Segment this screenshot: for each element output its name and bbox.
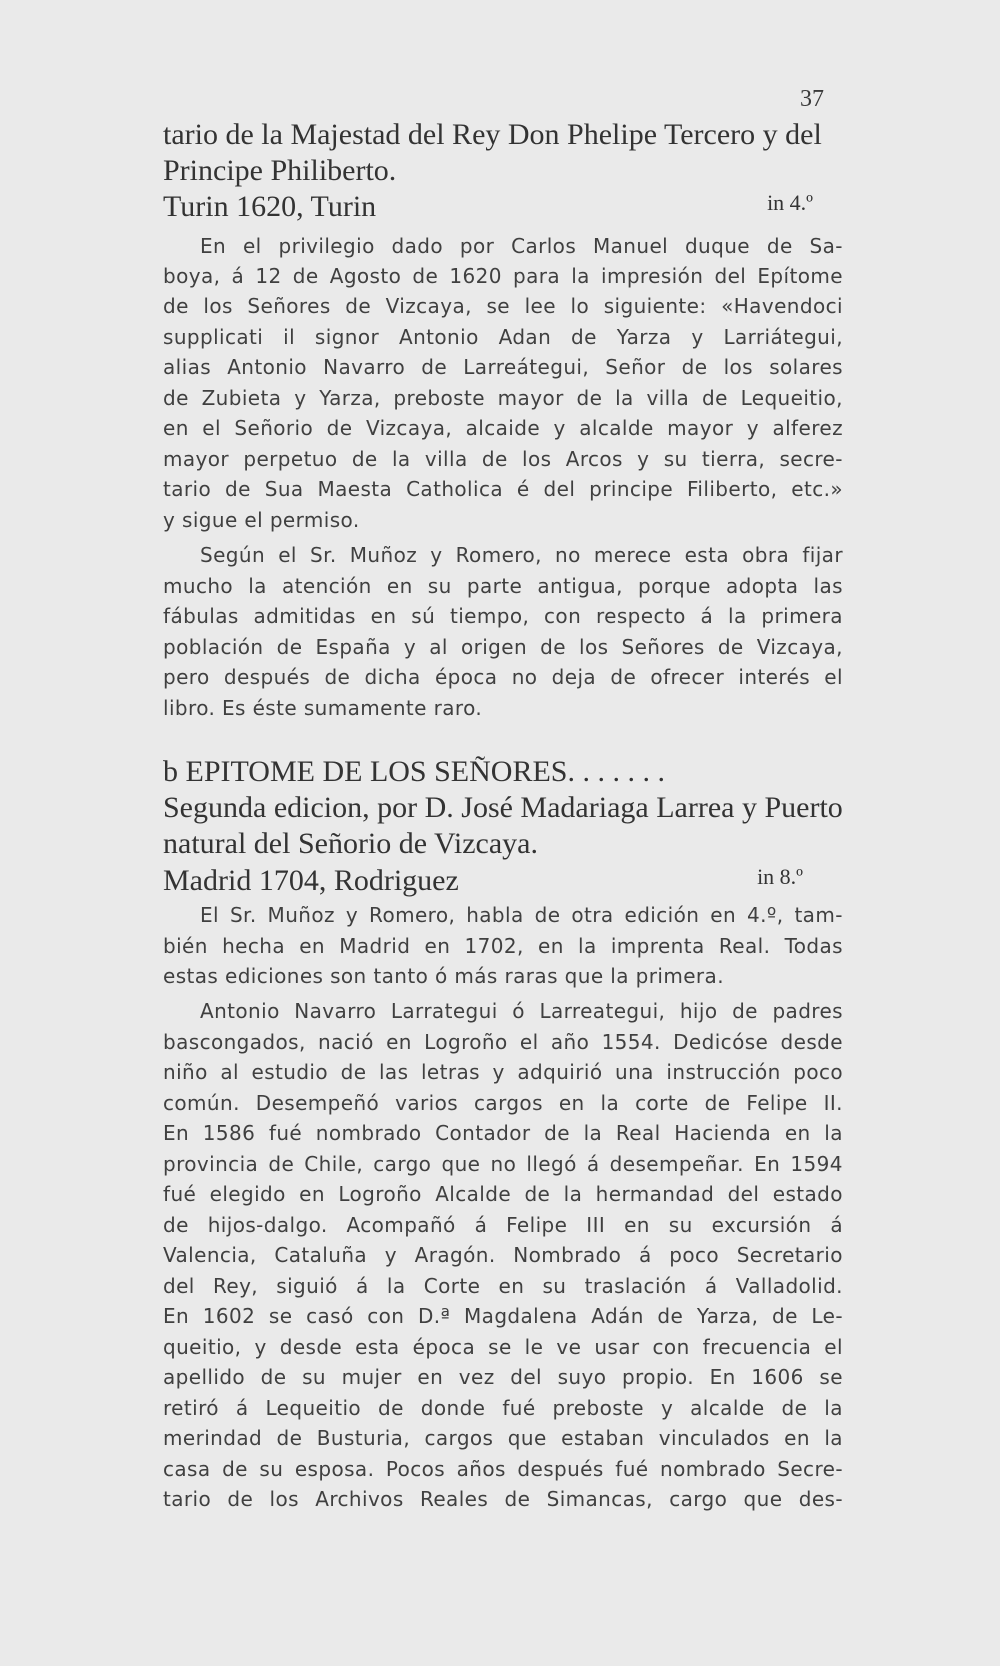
text-line: Según el Sr. Muñoz y Romero, no merece esta obra fijar (200, 543, 843, 567)
imprint: Madrid 1704, Rodriguez (163, 864, 459, 897)
text-line: fábulas admitidas en sú tiempo, con respecto á la primera (163, 604, 843, 628)
text-line: retiró á Lequeitio de donde fué preboste y alcalde de la (163, 1396, 843, 1420)
text-line: población de España y al origen de los Señores de Vizcaya, (163, 635, 843, 659)
text-line: mucho la atención en su parte antigua, porque adopta las (163, 574, 843, 598)
text-line: bascongados, nació en Logroño el año 1554. Dedicóse desde (163, 1030, 843, 1054)
text-line: mayor perpetuo de la villa de los Arcos y su tierra, secre- (163, 447, 843, 471)
text-line: fué elegido en Logroño Alcalde de la hermandad del estado (163, 1182, 843, 1206)
text-line: provincia de Chile, cargo que no llegó á desempeñar. En 1594 (163, 1152, 843, 1176)
text-line: tario de Sua Maesta Catholica é del principe Filiberto, etc.» (163, 477, 843, 501)
title-line: tario de la Majestad del Rey Don Phelipe Tercero y del (163, 118, 822, 151)
text-line: En 1602 se casó con D.ª Magdalena Adán de Yarza, de Le- (163, 1304, 843, 1328)
title-line: Segunda edicion, por D. José Madariaga Larrea y Puerto (163, 791, 843, 824)
text-line: supplicati il signor Antonio Adan de Yarza y Larriátegui, (163, 325, 843, 349)
text-line: merindad de Busturia, cargos que estaban vinculados en la (163, 1426, 843, 1450)
title-line: Principe Philiberto. (163, 154, 397, 187)
text-line: de los Señores de Vizcaya, se lee lo siguiente: «Havendoci (163, 294, 843, 318)
imprint-line (163, 864, 843, 898)
text-line: queitio, y desde esta época se le ve usar con frecuencia el (163, 1335, 843, 1359)
text-line: En el privilegio dado por Carlos Manuel duque de Sa- (200, 234, 843, 258)
text-line: Valencia, Cataluña y Aragón. Nombrado á poco Secretario (163, 1243, 843, 1267)
imprint: Turin 1620, Turin (163, 190, 377, 223)
text-line: Antonio Navarro Larrategui ó Larreategui, hijo de padres (200, 999, 843, 1023)
page-number: 37 (800, 86, 824, 112)
text-line: niño al estudio de las letras y adquirió una instrucción poco (163, 1060, 843, 1084)
text-line: libro. Es éste sumamente raro. (163, 696, 483, 720)
text-line: estas ediciones son tanto ó más raras que la primera. (163, 964, 724, 988)
title-line: natural del Señorio de Vizcaya. (163, 827, 538, 860)
text-line: bién hecha en Madrid en 1702, en la imprenta Real. Todas (163, 934, 843, 958)
imprint-line (163, 190, 843, 224)
text-line: El Sr. Muñoz y Romero, habla de otra edición en 4.º, tam- (200, 903, 843, 927)
text-line: y sigue el permiso. (163, 508, 360, 532)
text-line: en el Señorio de Vizcaya, alcaide y alcalde mayor y alferez (163, 416, 843, 440)
text-line: boya, á 12 de Agosto de 1620 para la impresión del Epítome (163, 264, 843, 288)
entry-heading: b EPITOME DE LOS SEÑORES. . . . . . . (163, 755, 665, 788)
format: in 8.º (757, 864, 803, 889)
text-line: alias Antonio Navarro de Larreátegui, Señor de los solares (163, 355, 843, 379)
text-line: casa de su esposa. Pocos años después fué nombrado Secre- (163, 1457, 843, 1481)
text-line: común. Desempeñó varios cargos en la corte de Felipe II. (163, 1091, 843, 1115)
text-line: En 1586 fué nombrado Contador de la Real Hacienda en la (163, 1121, 843, 1145)
text-line: pero después de dicha época no deja de ofrecer interés el (163, 665, 843, 689)
text-line: apellido de su mujer en vez del suyo propio. En 1606 se (163, 1365, 843, 1389)
text-line: de hijos-dalgo. Acompañó á Felipe III en su excursión á (163, 1213, 843, 1237)
text-line: del Rey, siguió á la Corte en su traslación á Valladolid. (163, 1274, 843, 1298)
text-line: de Zubieta y Yarza, preboste mayor de la villa de Lequeitio, (163, 386, 843, 410)
text-line: tario de los Archivos Reales de Simancas, cargo que des- (163, 1487, 843, 1511)
format: in 4.º (767, 190, 813, 215)
